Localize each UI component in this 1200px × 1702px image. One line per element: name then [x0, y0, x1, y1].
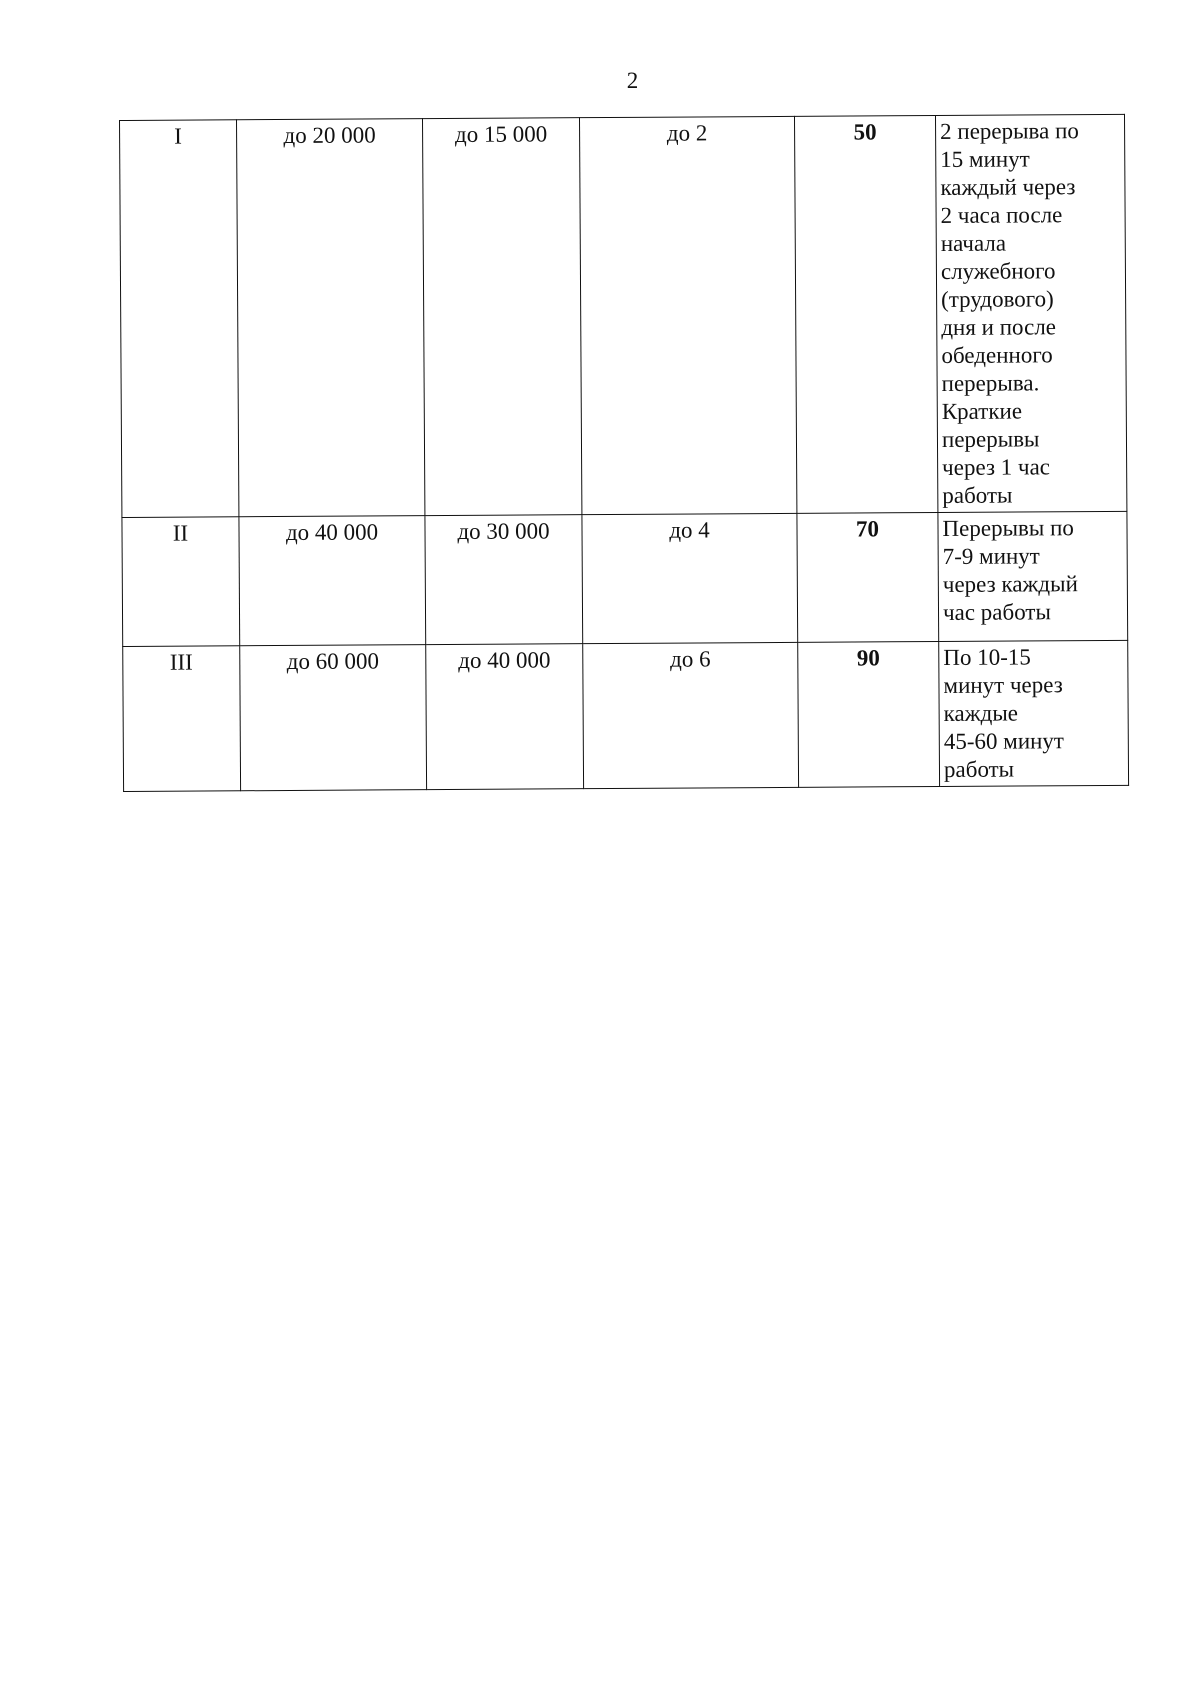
group-cell: III [123, 646, 241, 792]
table-row [123, 640, 1129, 791]
breaks-note-text: По 10-15 минут через каждые 45-60 минут работы [943, 644, 1065, 782]
limit-cell-1: до 60 000 [240, 645, 427, 791]
group-cell: II [122, 517, 240, 647]
limit-cell-2: до 40 000 [426, 644, 584, 790]
table-row [120, 114, 1127, 517]
breaks-note-text: Перерывы по 7-9 минут через каждый час работы [942, 515, 1078, 625]
total-cell: 50 [794, 116, 937, 514]
total-cell: 90 [798, 642, 940, 788]
breaks-note-text: 2 перерыва по 15 минут каждый через 2 часа после начала служебного (трудового) дня и после обеденного перерыва. Краткие перерывы через 1 час работы [940, 118, 1079, 508]
breaks-note-cell [939, 640, 1129, 786]
page-number: 2 [626, 68, 639, 93]
limit-cell-3: до 6 [583, 642, 799, 788]
limit-cell-2: до 30 000 [425, 515, 583, 645]
breaks-note-cell [935, 114, 1126, 512]
table-row [122, 511, 1128, 646]
limit-cell-3: до 2 [579, 116, 796, 514]
total-cell: 70 [797, 513, 939, 643]
limit-cell-1: до 20 000 [237, 119, 425, 517]
limit-cell-2: до 15 000 [422, 118, 581, 516]
breaks-note-cell [938, 511, 1128, 641]
limit-cell-1: до 40 000 [239, 516, 426, 646]
limit-cell-3: до 4 [582, 513, 798, 643]
work-breaks-table [119, 114, 1129, 792]
group-cell: I [120, 120, 239, 518]
